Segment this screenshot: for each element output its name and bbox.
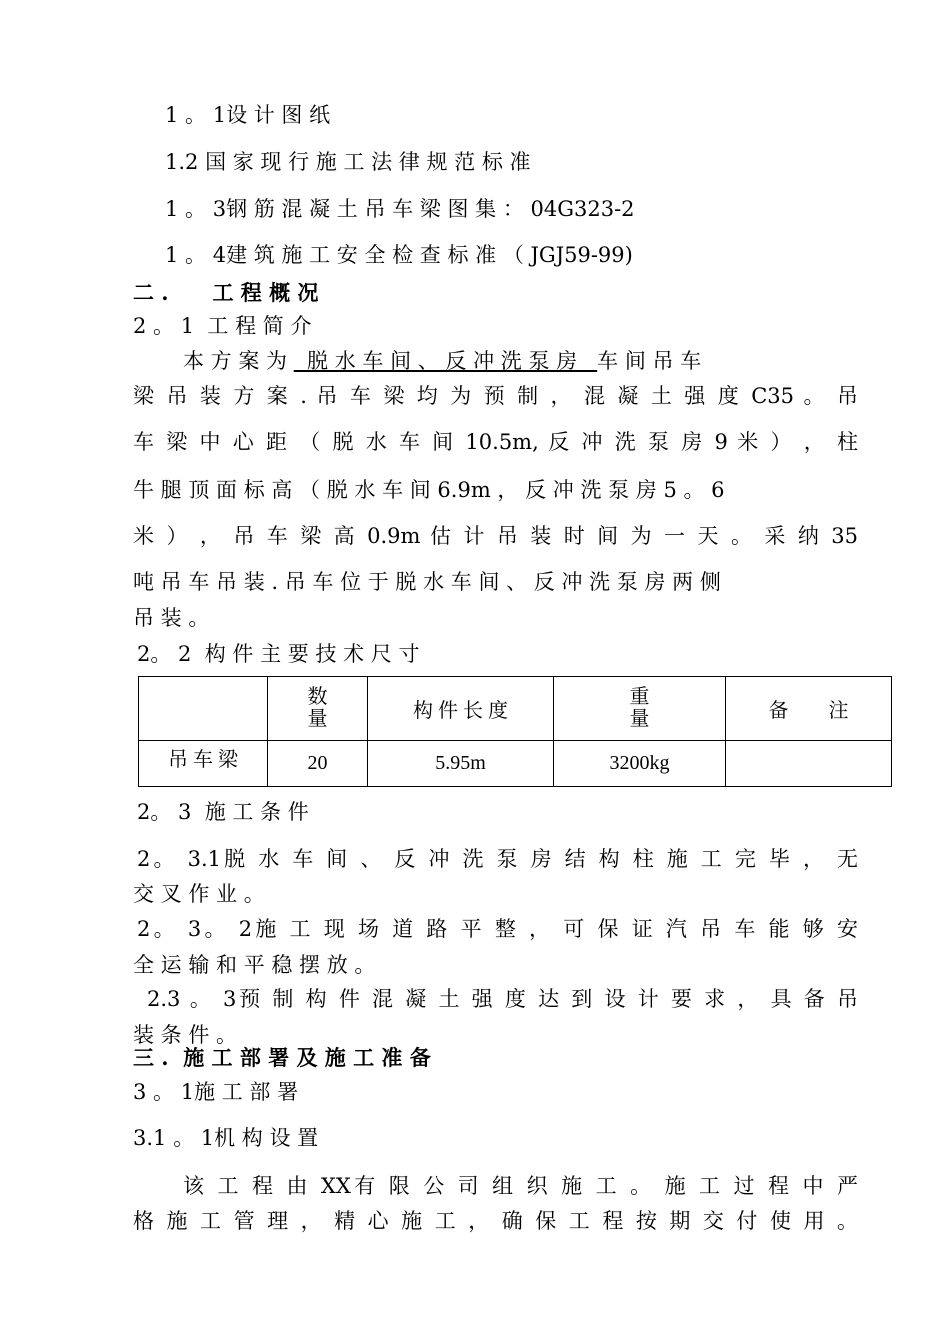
subsection-heading: 2。 3 施 工 条 件	[137, 800, 309, 824]
paragraph-line: 米 ） ， 吊 车 梁 高 0.9m 估 计 吊 装 时 间 为 一 天 。 采 纳 35	[133, 524, 858, 548]
component-spec-table	[138, 676, 892, 787]
paragraph-line: 该 工 程 由 XX有 限 公 司 组 织 施 工 。 施 工 过 程 中 严	[183, 1174, 858, 1198]
reference-item: 1 。 1设 计 图 纸	[165, 103, 331, 127]
table-cell: 5.95m	[368, 741, 554, 787]
table-cell: 20	[268, 741, 368, 787]
subsection-heading: 2 。 1 工 程 简 介	[133, 314, 312, 338]
reference-item: 1 。 3钢 筋 混 凝 土 吊 车 梁 图 集 ： 04G323-2	[165, 197, 635, 221]
paragraph-line: 吨 吊 车 吊 装 . 吊 车 位 于 脱 水 车 间 、 反 冲 洗 泵 房 两 侧	[133, 570, 721, 594]
paragraph-line: 梁 吊 装 方 案 . 吊 车 梁 均 为 预 制 ， 混 凝 土 强 度 C35 。 吊	[133, 384, 858, 408]
underlined-text: 脱 水 车 间 、 反 冲 洗 泵 房	[293, 349, 598, 373]
condition-line: 2。 3.1脱 水 车 间 、 反 冲 洗 泵 房 结 构 柱 施 工 完 毕 ， 无	[137, 847, 858, 871]
reference-item: 1 。 4建 筑 施 工 安 全 检 查 标 准 （ JGJ59-99)	[165, 243, 633, 267]
table-cell: 吊 车 梁	[139, 741, 268, 787]
condition-line: 装 条 件 。	[133, 1023, 238, 1047]
table-header-cell	[268, 677, 368, 741]
paragraph-line: 格 施 工 管 理 ， 精 心 施 工 ， 确 保 工 程 按 期 交 付 使 用 。	[133, 1209, 858, 1233]
paragraph-text: 本 方 案 为	[183, 349, 294, 373]
header-quantity: 数 量	[307, 686, 328, 730]
subsection-heading: 3.1 。 1机 构 设 置	[133, 1126, 319, 1150]
condition-line: 交 叉 作 业 。	[133, 882, 265, 906]
paragraph-line: 牛 腿 顶 面 标 高 （ 脱 水 车 间 6.9m ， 反 冲 洗 泵 房 5 。 6	[133, 478, 725, 502]
subsection-heading: 3 。 1施 工 部 署	[133, 1080, 299, 1104]
condition-line: 全 运 输 和 平 稳 摆 放 。	[133, 953, 376, 977]
table-header-cell: 构 件 长 度	[368, 677, 554, 741]
section-heading: 三 . 施 工 部 署 及 施 工 准 备	[133, 1045, 431, 1070]
condition-line: 2.3 。 3预 制 构 件 混 凝 土 强 度 达 到 设 计 要 求 ， 具 备 吊	[147, 987, 858, 1011]
condition-line: 2。 3。 2施 工 现 场 道 路 平 整 ， 可 保 证 汽 吊 车 能 够 安	[137, 917, 858, 941]
section-heading: 二 . 工 程 概 况	[133, 280, 319, 305]
header-weight: 重 量	[629, 686, 650, 730]
table-header-cell: 备 注	[726, 677, 892, 741]
table-header-cell	[139, 677, 268, 741]
table-header-cell	[554, 677, 726, 741]
reference-item: 1.2 国 家 现 行 施 工 法 律 规 范 标 准	[165, 150, 531, 174]
subsection-heading: 2。 2 构 件 主 要 技 术 尺 寸	[137, 642, 420, 666]
paragraph-line: 车 梁 中 心 距 （ 脱 水 车 间 10.5m, 反 冲 洗 泵 房 9 米 ） ， 柱	[133, 430, 858, 454]
table-row	[139, 741, 892, 787]
paragraph-line: 吊 装 。	[133, 606, 210, 630]
table-header-row	[139, 677, 892, 741]
table-cell: 3200kg	[554, 741, 726, 787]
paragraph-text: 车 间 吊 车	[597, 349, 702, 373]
table-cell	[726, 741, 892, 787]
paragraph-first-line	[183, 347, 701, 375]
